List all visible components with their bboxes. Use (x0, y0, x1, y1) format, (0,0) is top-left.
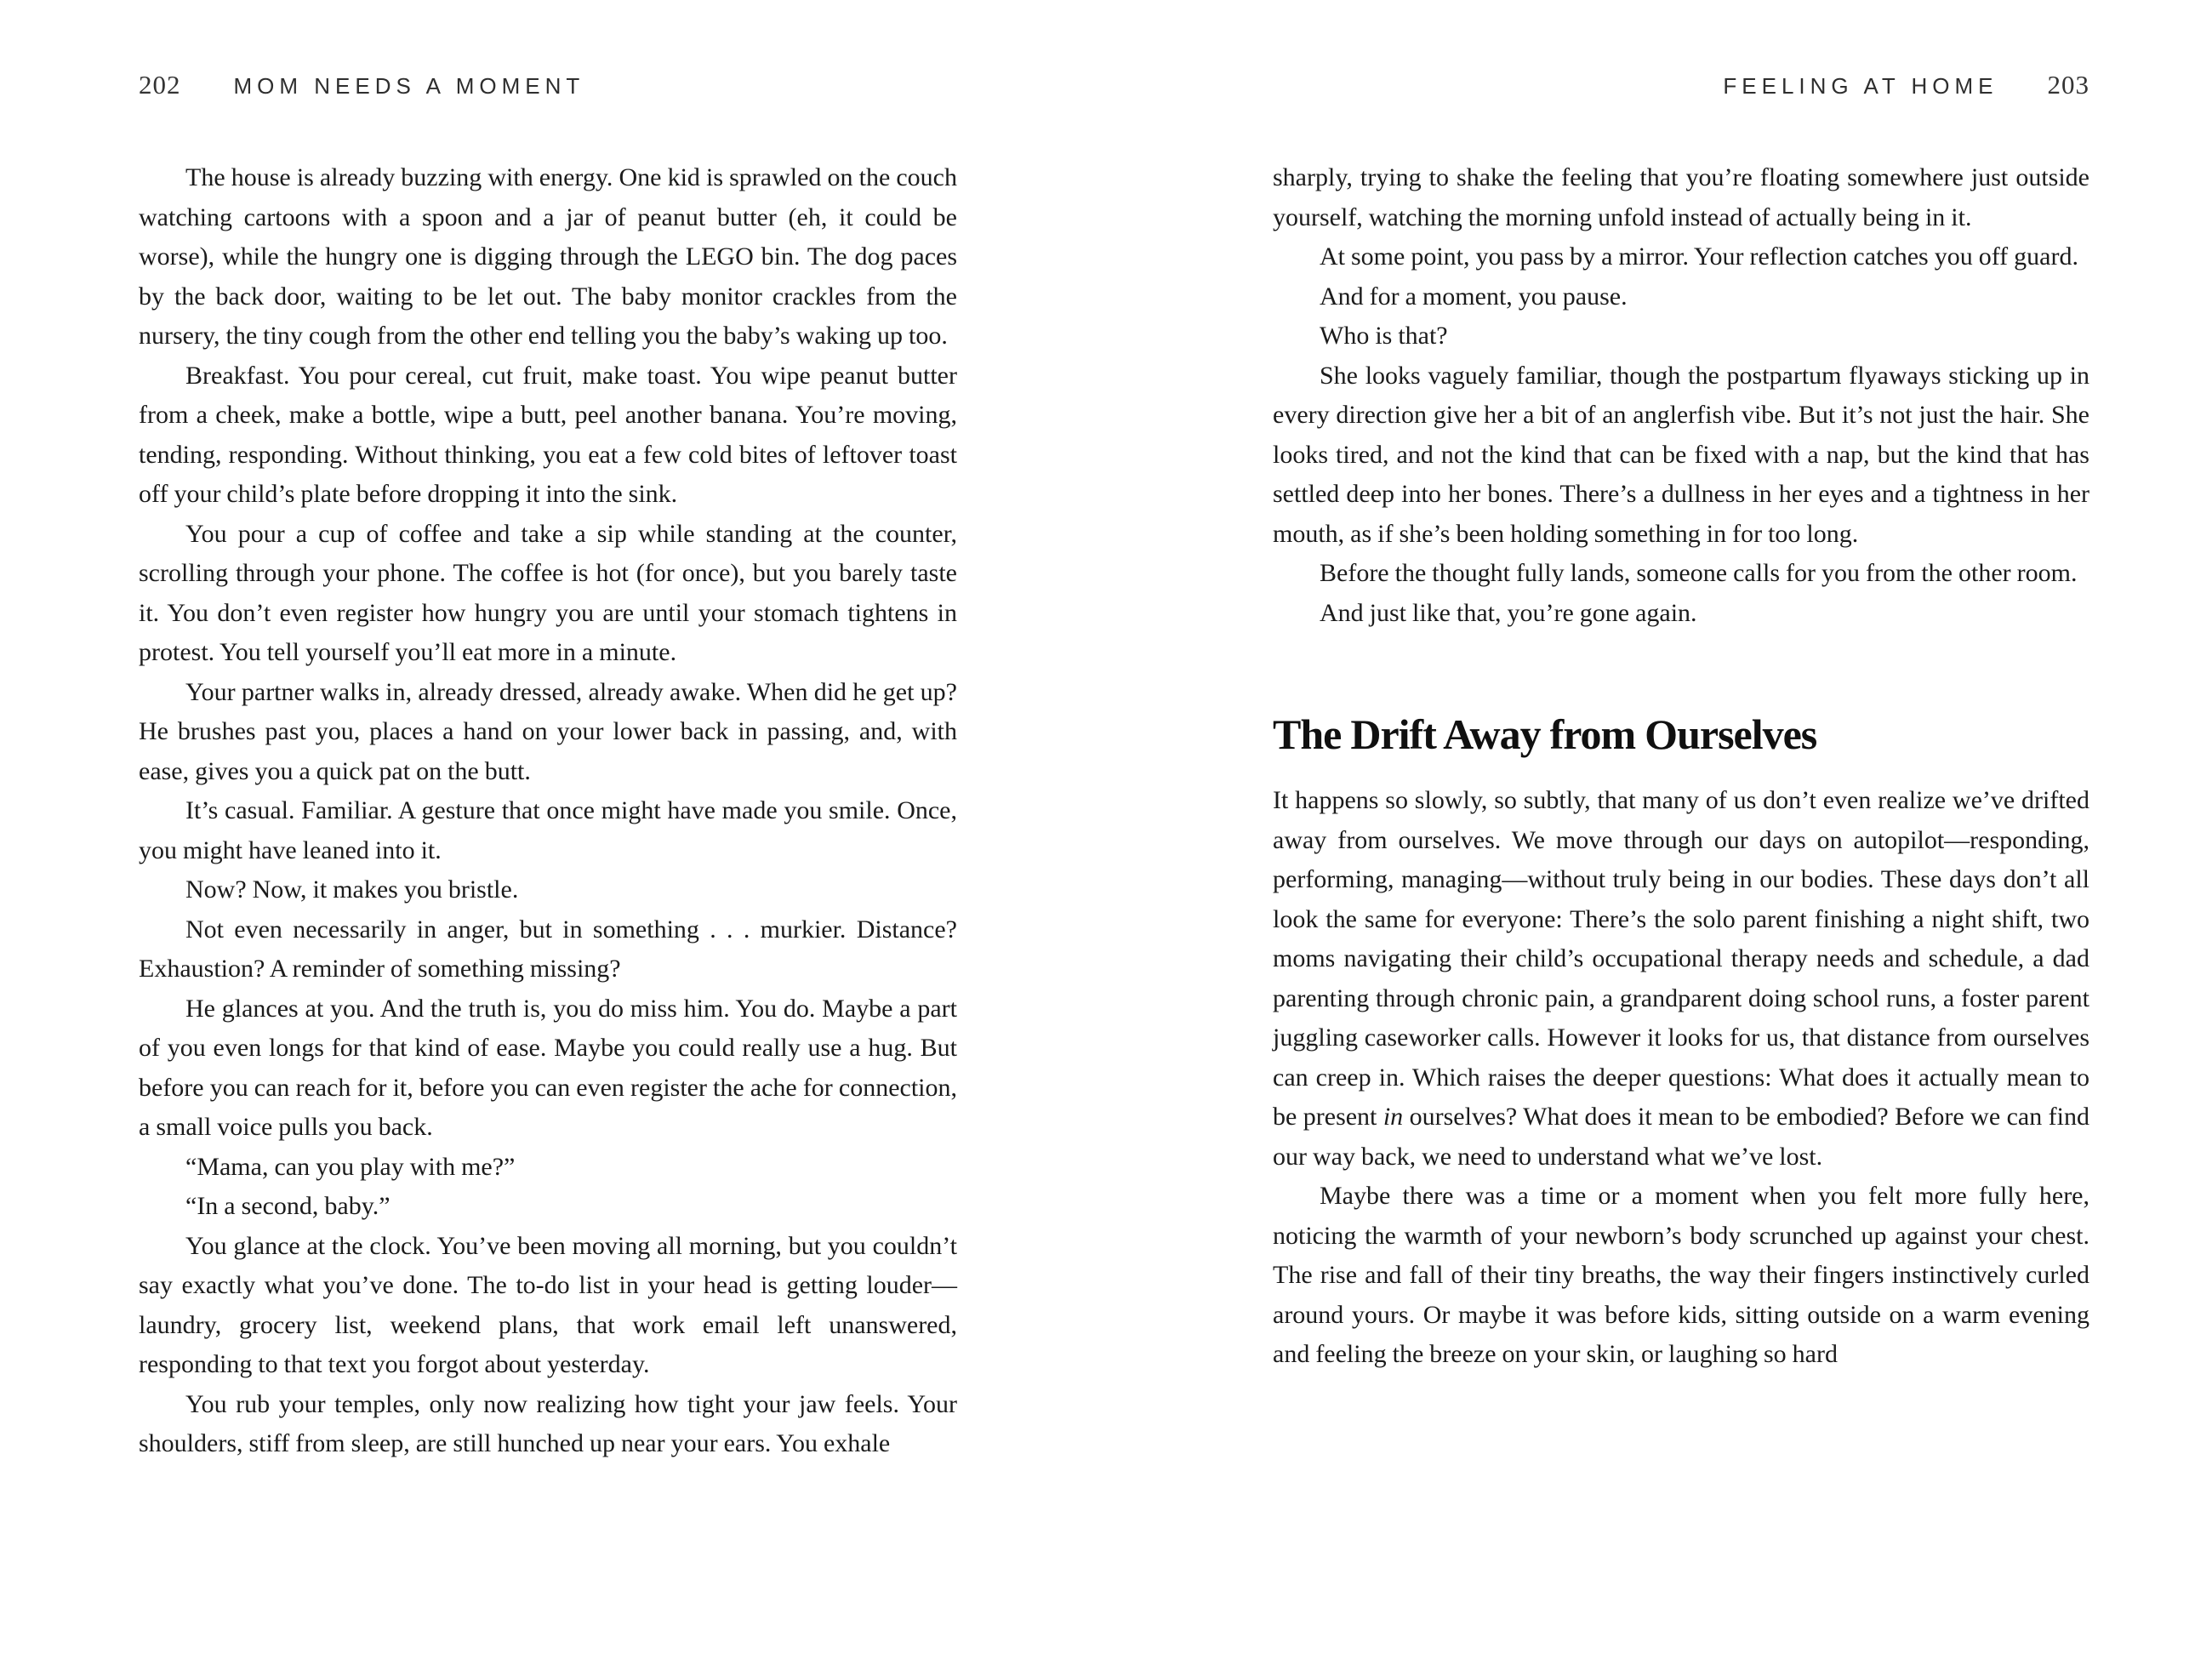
running-head-right (1723, 70, 2089, 100)
body-paragraph (139, 1227, 957, 1385)
left-page-text (139, 158, 957, 1464)
paragraph-text: And for a moment, you pause. (1320, 282, 1628, 311)
paragraph-text: And just like that, you’re gone again. (1320, 598, 1697, 627)
body-paragraph (139, 515, 957, 673)
running-head-title-left: MOM NEEDS A MOMENT (233, 73, 585, 99)
paragraph-text: You glance at the clock. You’ve been moving all morning, but you couldn’t say exactly what you’ve done. The to-do list in your head is getting louder—laundry, grocery list, weekend plans, that work email left unanswered, responding to that text you forgot about yesterday. (139, 1231, 957, 1378)
body-paragraph (1273, 781, 2089, 1177)
page-number-left: 202 (139, 70, 181, 100)
body-paragraph (1273, 594, 2089, 634)
paragraph-text: You rub your temples, only now realizing how tight your jaw feels. Your shoulders, stiff from sleep, are still hunched up near your ears. You exhale (139, 1389, 957, 1457)
paragraph-text: “Mama, can you play with me?” (185, 1152, 516, 1181)
paragraph-text: Maybe there was a time or a moment when you felt more fully here, noticing the warmth of your newborn’s body scrunched up against your chest. The rise and fall of their tiny breaths, the way their fingers instinctively curled around yours. Or maybe it was before kids, sitting outside on a warm evening and feeling the breeze on your skin, or laughing so hard (1273, 1182, 2089, 1368)
body-paragraph (139, 910, 957, 989)
body-paragraph (1273, 277, 2089, 317)
body-paragraph (1273, 1177, 2089, 1375)
paragraph-text: Now? Now, it makes you bristle. (185, 875, 519, 904)
body-paragraph (1273, 356, 2089, 555)
section-heading: The Drift Away from Ourselves (1273, 710, 1817, 758)
body-paragraph (139, 158, 957, 356)
body-paragraph (139, 870, 957, 910)
right-page-text (1273, 158, 2089, 1375)
paragraph-text: At some point, you pass by a mirror. Your reflection catches you off guard. (1320, 242, 2078, 271)
body-paragraph (1273, 237, 2089, 277)
running-head-title-right: FEELING AT HOME (1723, 73, 1998, 99)
running-head-left (139, 70, 584, 100)
paragraph-text: Not even necessarily in anger, but in something . . . murkier. Distance? Exhaustion? A reminder of something missing? (139, 915, 957, 983)
paragraph-text: sharply, trying to shake the feeling that you’re floating somewhere just outside yourself, watching the morning unfold instead of actually being in it. (1273, 163, 2089, 231)
page-number-right: 203 (2047, 70, 2089, 100)
italic-text: in (1382, 1103, 1404, 1131)
body-paragraph (1273, 554, 2089, 594)
paragraph-text: It happens so slowly, so subtly, that many of us don’t even realize we’ve drifted away from ourselves. We move through our days on autopilot—responding, performing, managing—without truly being in our bodies. These days don’t all look the same for everyone: There’s the solo parent finishing a night shift, two moms navigating their child’s occupational therapy needs and schedule, a dad parenting through chronic pain, a grandparent doing school runs, a foster parent juggling caseworker calls. However it looks for us, that distance from ourselves can creep in. Which raises the deeper questions: What does it actually mean to be present (1273, 786, 2089, 1131)
body-paragraph (139, 1385, 957, 1464)
paragraph-text: He glances at you. And the truth is, you do miss him. You do. Maybe a part of you even longs for that kind of ease. Maybe you could really use a hug. But before you can reach for it, before you can even register the ache for connection, a small voice pulls you back. (139, 994, 957, 1141)
paragraph-text: Breakfast. You pour cereal, cut fruit, make toast. You wipe peanut butter from a cheek, make a bottle, wipe a butt, peel another banana. You’re moving, tending, responding. Without thinking, you eat a few cold bites of leftover toast off your child’s plate before dropping it into the sink. (139, 361, 957, 508)
body-paragraph (139, 791, 957, 870)
paragraph-text: ourselves? What does it mean to be embodied? Before we can find our way back, we need to understand what we’ve lost. (1273, 1103, 2089, 1171)
body-paragraph (1273, 158, 2089, 237)
body-paragraph (139, 356, 957, 515)
right-page-top-text (1273, 158, 2089, 633)
right-page-bottom-text (1273, 781, 2089, 1375)
body-paragraph (139, 989, 957, 1148)
paragraph-text: “In a second, baby.” (185, 1192, 391, 1220)
paragraph-text: She looks vaguely familiar, though the postpartum flyaways sticking up in every direction give her a bit of an anglerfish vibe. But it’s not just the hair. She looks tired, and not the kind that can be fixed with a nap, but the kind that has settled deep into her bones. There’s a dullness in her eyes and a tightness in her mouth, as if she’s been holding something in for too long. (1273, 361, 2089, 548)
body-paragraph (1273, 316, 2089, 356)
body-paragraph (139, 1148, 957, 1188)
paragraph-text: You pour a cup of coffee and take a sip while standing at the counter, scrolling through your phone. The coffee is hot (for once), but you barely taste it. You don’t even register how hungry you are until your stomach tightens in protest. You tell yourself you’ll eat more in a minute. (139, 519, 957, 666)
paragraph-text: Your partner walks in, already dressed, already awake. When did he get up? He brushes past you, places a hand on your lower back in passing, and, with ease, gives you a quick pat on the butt. (139, 677, 957, 785)
paragraph-text: Before the thought fully lands, someone calls for you from the other room. (1320, 559, 2078, 587)
paragraph-text: Who is that? (1320, 322, 1448, 350)
paragraph-text: It’s casual. Familiar. A gesture that once might have made you smile. Once, you might have leaned into it. (139, 796, 957, 864)
paragraph-text: The house is already buzzing with energy. One kid is sprawled on the couch watching cartoons with a spoon and a jar of peanut butter (eh, it could be worse), while the hungry one is digging through the LEGO bin. The dog paces by the back door, waiting to be let out. The baby monitor crackles from the nursery, the tiny cough from the other end telling you the baby’s waking up too. (139, 163, 957, 350)
body-paragraph (139, 1187, 957, 1227)
body-paragraph (139, 673, 957, 792)
